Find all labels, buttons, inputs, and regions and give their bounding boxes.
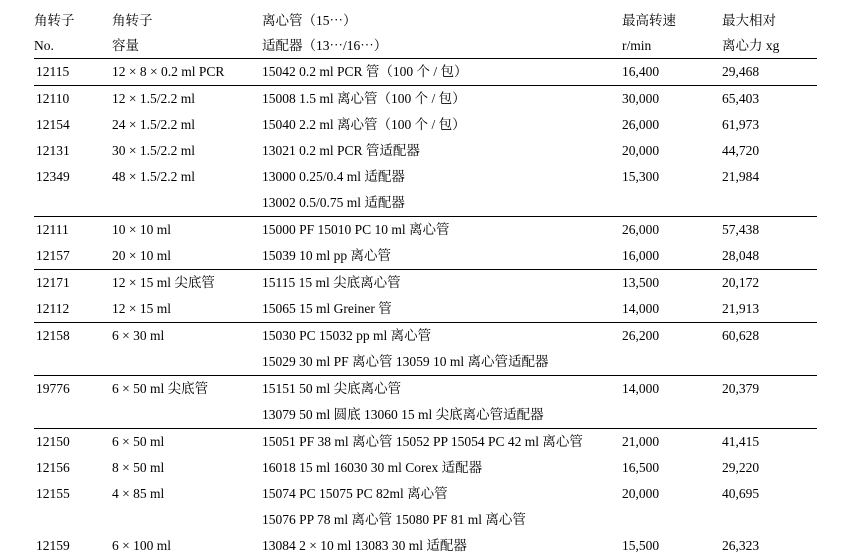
table-row <box>34 217 817 244</box>
table-row-continuation <box>34 349 817 376</box>
cell-max-rpm: 21,000 <box>622 429 722 456</box>
cell-tubes: 15151 50 ml 尖底离心管 <box>262 376 622 403</box>
header-cell-rotor-no-sub <box>34 33 112 59</box>
cell-capacity <box>112 402 262 429</box>
cell-capacity: 30 × 1.5/2.2 ml <box>112 138 262 164</box>
cell-max-rcf: 57,438 <box>722 217 817 244</box>
cell-capacity <box>112 349 262 376</box>
table-row <box>34 323 817 350</box>
table-row <box>34 112 817 138</box>
cell-max-rcf: 28,048 <box>722 243 817 270</box>
cell-capacity: 24 × 1.5/2.2 ml <box>112 112 262 138</box>
cell-tubes: 15074 PC 15075 PC 82ml 离心管 <box>262 481 622 507</box>
cell-capacity <box>112 507 262 533</box>
cell-max-rpm: 26,000 <box>622 217 722 244</box>
cell-max-rpm <box>622 507 722 533</box>
table-row <box>34 376 817 403</box>
cell-max-rcf: 41,415 <box>722 429 817 456</box>
cell-tubes: 15030 PC 15032 pp ml 离心管 <box>262 323 622 350</box>
cell-tubes: 15029 30 ml PF 离心管 13059 10 ml 离心管适配器 <box>262 349 622 376</box>
cell-tubes: 16018 15 ml 16030 30 ml Corex 适配器 <box>262 455 622 481</box>
cell-rotor-no: 12159 <box>34 533 112 559</box>
cell-rotor-no: 12115 <box>34 59 112 86</box>
cell-max-rcf: 20,379 <box>722 376 817 403</box>
table-row <box>34 429 817 456</box>
cell-max-rpm: 15,300 <box>622 164 722 190</box>
header-cell-rcf <box>722 0 817 33</box>
table-header-row-top <box>34 0 817 33</box>
cell-max-rcf: 26,323 <box>722 533 817 559</box>
cell-rotor-no: 12110 <box>34 86 112 113</box>
cell-max-rpm <box>622 402 722 429</box>
cell-rotor-no: 12154 <box>34 112 112 138</box>
cell-rotor-no: 12111 <box>34 217 112 244</box>
cell-tubes: 15051 PF 38 ml 离心管 15052 PP 15054 PC 42 ml 离心管 <box>262 429 622 456</box>
cell-rotor-no: 19776 <box>34 376 112 403</box>
cell-rotor-no: 12349 <box>34 164 112 190</box>
table-row-continuation <box>34 507 817 533</box>
cell-max-rcf: 65,403 <box>722 86 817 113</box>
table-row-continuation <box>34 402 817 429</box>
header-cell-rotor-no <box>34 0 112 33</box>
table-row <box>34 138 817 164</box>
table-row <box>34 59 817 86</box>
table-header <box>34 0 817 59</box>
cell-max-rpm <box>622 349 722 376</box>
table-row <box>34 86 817 113</box>
table-header-row-bottom <box>34 33 817 59</box>
table-row-continuation <box>34 190 817 217</box>
cell-max-rpm: 15,500 <box>622 533 722 559</box>
cell-tubes: 13021 0.2 ml PCR 管适配器 <box>262 138 622 164</box>
cell-capacity: 6 × 30 ml <box>112 323 262 350</box>
header-rcf-line2: 离心力 xg <box>722 33 817 58</box>
cell-tubes: 15115 15 ml 尖底离心管 <box>262 270 622 297</box>
header-rotor-no-line2: No. <box>34 33 112 58</box>
cell-max-rpm: 13,500 <box>622 270 722 297</box>
cell-capacity: 6 × 50 ml 尖底管 <box>112 376 262 403</box>
cell-max-rpm: 26,000 <box>622 112 722 138</box>
cell-max-rcf <box>722 349 817 376</box>
cell-tubes: 15040 2.2 ml 离心管（100 个 / 包） <box>262 112 622 138</box>
header-cell-rpm <box>622 0 722 33</box>
cell-rotor-no: 12156 <box>34 455 112 481</box>
rotor-spec-table <box>34 0 817 559</box>
cell-capacity <box>112 190 262 217</box>
cell-max-rpm: 20,000 <box>622 138 722 164</box>
cell-capacity: 6 × 100 ml <box>112 533 262 559</box>
cell-rotor-no <box>34 190 112 217</box>
header-cell-tubes <box>262 0 622 33</box>
table-row <box>34 164 817 190</box>
cell-max-rcf: 20,172 <box>722 270 817 297</box>
cell-rotor-no <box>34 402 112 429</box>
cell-rotor-no: 12112 <box>34 296 112 323</box>
header-cell-capacity <box>112 0 262 33</box>
cell-max-rcf: 60,628 <box>722 323 817 350</box>
cell-max-rcf: 29,468 <box>722 59 817 86</box>
cell-max-rcf: 40,695 <box>722 481 817 507</box>
cell-rotor-no: 12157 <box>34 243 112 270</box>
cell-max-rpm: 16,400 <box>622 59 722 86</box>
cell-tubes: 13084 2 × 10 ml 13083 30 ml 适配器 <box>262 533 622 559</box>
table-body <box>34 59 817 559</box>
cell-rotor-no: 12150 <box>34 429 112 456</box>
cell-tubes: 15039 10 ml pp 离心管 <box>262 243 622 270</box>
header-cell-rpm-sub <box>622 33 722 59</box>
header-capacity-line1: 角转子 <box>112 0 262 33</box>
cell-capacity: 4 × 85 ml <box>112 481 262 507</box>
header-cell-capacity-sub <box>112 33 262 59</box>
cell-max-rpm: 14,000 <box>622 376 722 403</box>
table-row <box>34 455 817 481</box>
cell-rotor-no: 12131 <box>34 138 112 164</box>
cell-tubes: 13000 0.25/0.4 ml 适配器 <box>262 164 622 190</box>
cell-tubes: 13079 50 ml 圆底 13060 15 ml 尖底离心管适配器 <box>262 402 622 429</box>
cell-capacity: 8 × 50 ml <box>112 455 262 481</box>
table-row <box>34 481 817 507</box>
cell-max-rcf: 29,220 <box>722 455 817 481</box>
cell-max-rpm: 30,000 <box>622 86 722 113</box>
cell-tubes: 15042 0.2 ml PCR 管（100 个 / 包） <box>262 59 622 86</box>
cell-max-rpm: 16,500 <box>622 455 722 481</box>
cell-max-rpm: 26,200 <box>622 323 722 350</box>
cell-max-rcf <box>722 402 817 429</box>
cell-rotor-no: 12171 <box>34 270 112 297</box>
table-row <box>34 270 817 297</box>
cell-rotor-no <box>34 507 112 533</box>
header-capacity-line2: 容量 <box>112 33 262 58</box>
cell-rotor-no: 12155 <box>34 481 112 507</box>
cell-max-rcf: 61,973 <box>722 112 817 138</box>
cell-max-rcf <box>722 507 817 533</box>
cell-capacity: 48 × 1.5/2.2 ml <box>112 164 262 190</box>
header-cell-tubes-sub <box>262 33 622 59</box>
header-tubes-line1: 离心管（15⋯） <box>262 0 622 33</box>
header-rcf-line1: 最大相对 <box>722 0 817 33</box>
cell-capacity: 10 × 10 ml <box>112 217 262 244</box>
cell-rotor-no: 12158 <box>34 323 112 350</box>
cell-tubes: 15076 PP 78 ml 离心管 15080 PF 81 ml 离心管 <box>262 507 622 533</box>
cell-capacity: 12 × 8 × 0.2 ml PCR <box>112 59 262 86</box>
cell-tubes: 15008 1.5 ml 离心管（100 个 / 包） <box>262 86 622 113</box>
cell-max-rpm: 20,000 <box>622 481 722 507</box>
cell-capacity: 6 × 50 ml <box>112 429 262 456</box>
cell-max-rpm: 16,000 <box>622 243 722 270</box>
table-row <box>34 533 817 559</box>
cell-capacity: 12 × 15 ml 尖底管 <box>112 270 262 297</box>
cell-max-rcf: 21,913 <box>722 296 817 323</box>
cell-max-rcf: 44,720 <box>722 138 817 164</box>
cell-max-rpm: 14,000 <box>622 296 722 323</box>
header-rotor-no-line1: 角转子 <box>34 0 112 33</box>
cell-tubes: 13002 0.5/0.75 ml 适配器 <box>262 190 622 217</box>
cell-capacity: 20 × 10 ml <box>112 243 262 270</box>
cell-max-rpm <box>622 190 722 217</box>
header-rpm-line2: r/min <box>622 33 722 58</box>
cell-tubes: 15000 PF 15010 PC 10 ml 离心管 <box>262 217 622 244</box>
cell-rotor-no <box>34 349 112 376</box>
table-row <box>34 296 817 323</box>
cell-capacity: 12 × 15 ml <box>112 296 262 323</box>
cell-max-rcf <box>722 190 817 217</box>
header-cell-rcf-sub <box>722 33 817 59</box>
cell-max-rcf: 21,984 <box>722 164 817 190</box>
header-tubes-line2: 适配器（13⋯/16⋯） <box>262 33 622 58</box>
cell-tubes: 15065 15 ml Greiner 管 <box>262 296 622 323</box>
table-row <box>34 243 817 270</box>
cell-capacity: 12 × 1.5/2.2 ml <box>112 86 262 113</box>
header-rpm-line1: 最高转速 <box>622 0 722 33</box>
